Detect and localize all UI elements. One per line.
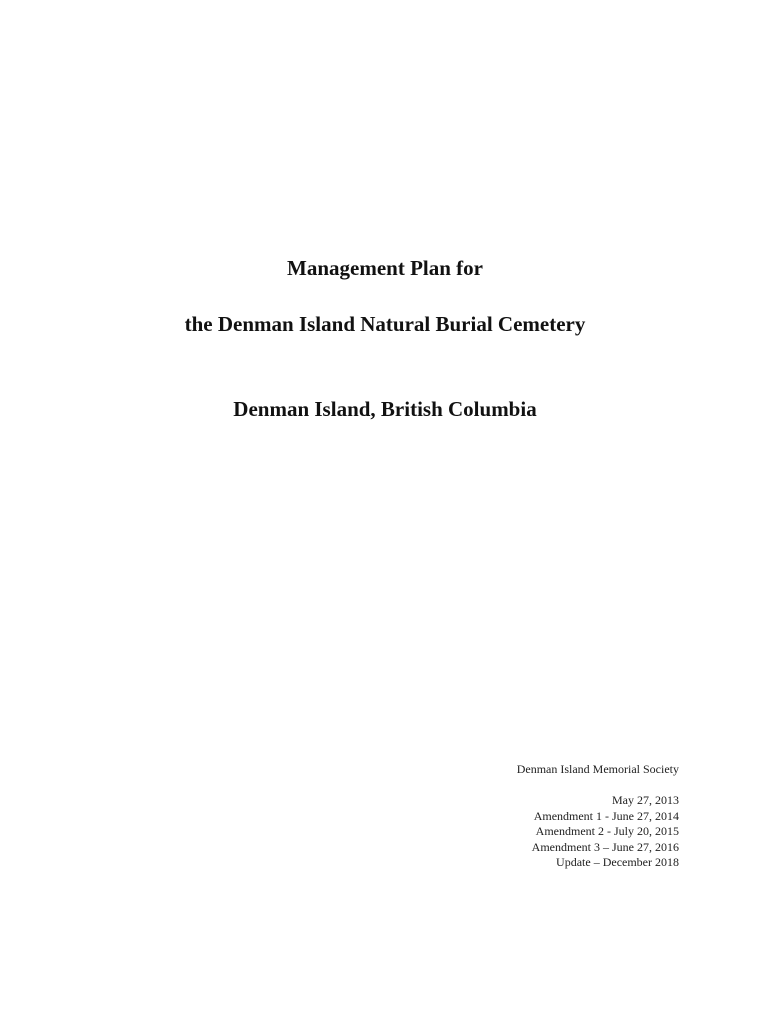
- amendment-1-date: Amendment 1 - June 27, 2014: [533, 808, 679, 823]
- title-line-2: the Denman Island Natural Burial Cemetery: [184, 312, 586, 336]
- original-date: May 27, 2013: [612, 793, 679, 807]
- location-heading: Denman Island, British Columbia: [233, 397, 537, 421]
- title-line-1: Management Plan for: [287, 256, 483, 280]
- update-date: Update – December 2018: [556, 855, 679, 869]
- revision-dates: [532, 793, 679, 871]
- amendment-3-date: Amendment 3 – June 27, 2016: [531, 839, 679, 854]
- organization-name: Denman Island Memorial Society: [516, 762, 679, 776]
- amendment-2-date: Amendment 2 - July 20, 2015: [535, 824, 679, 838]
